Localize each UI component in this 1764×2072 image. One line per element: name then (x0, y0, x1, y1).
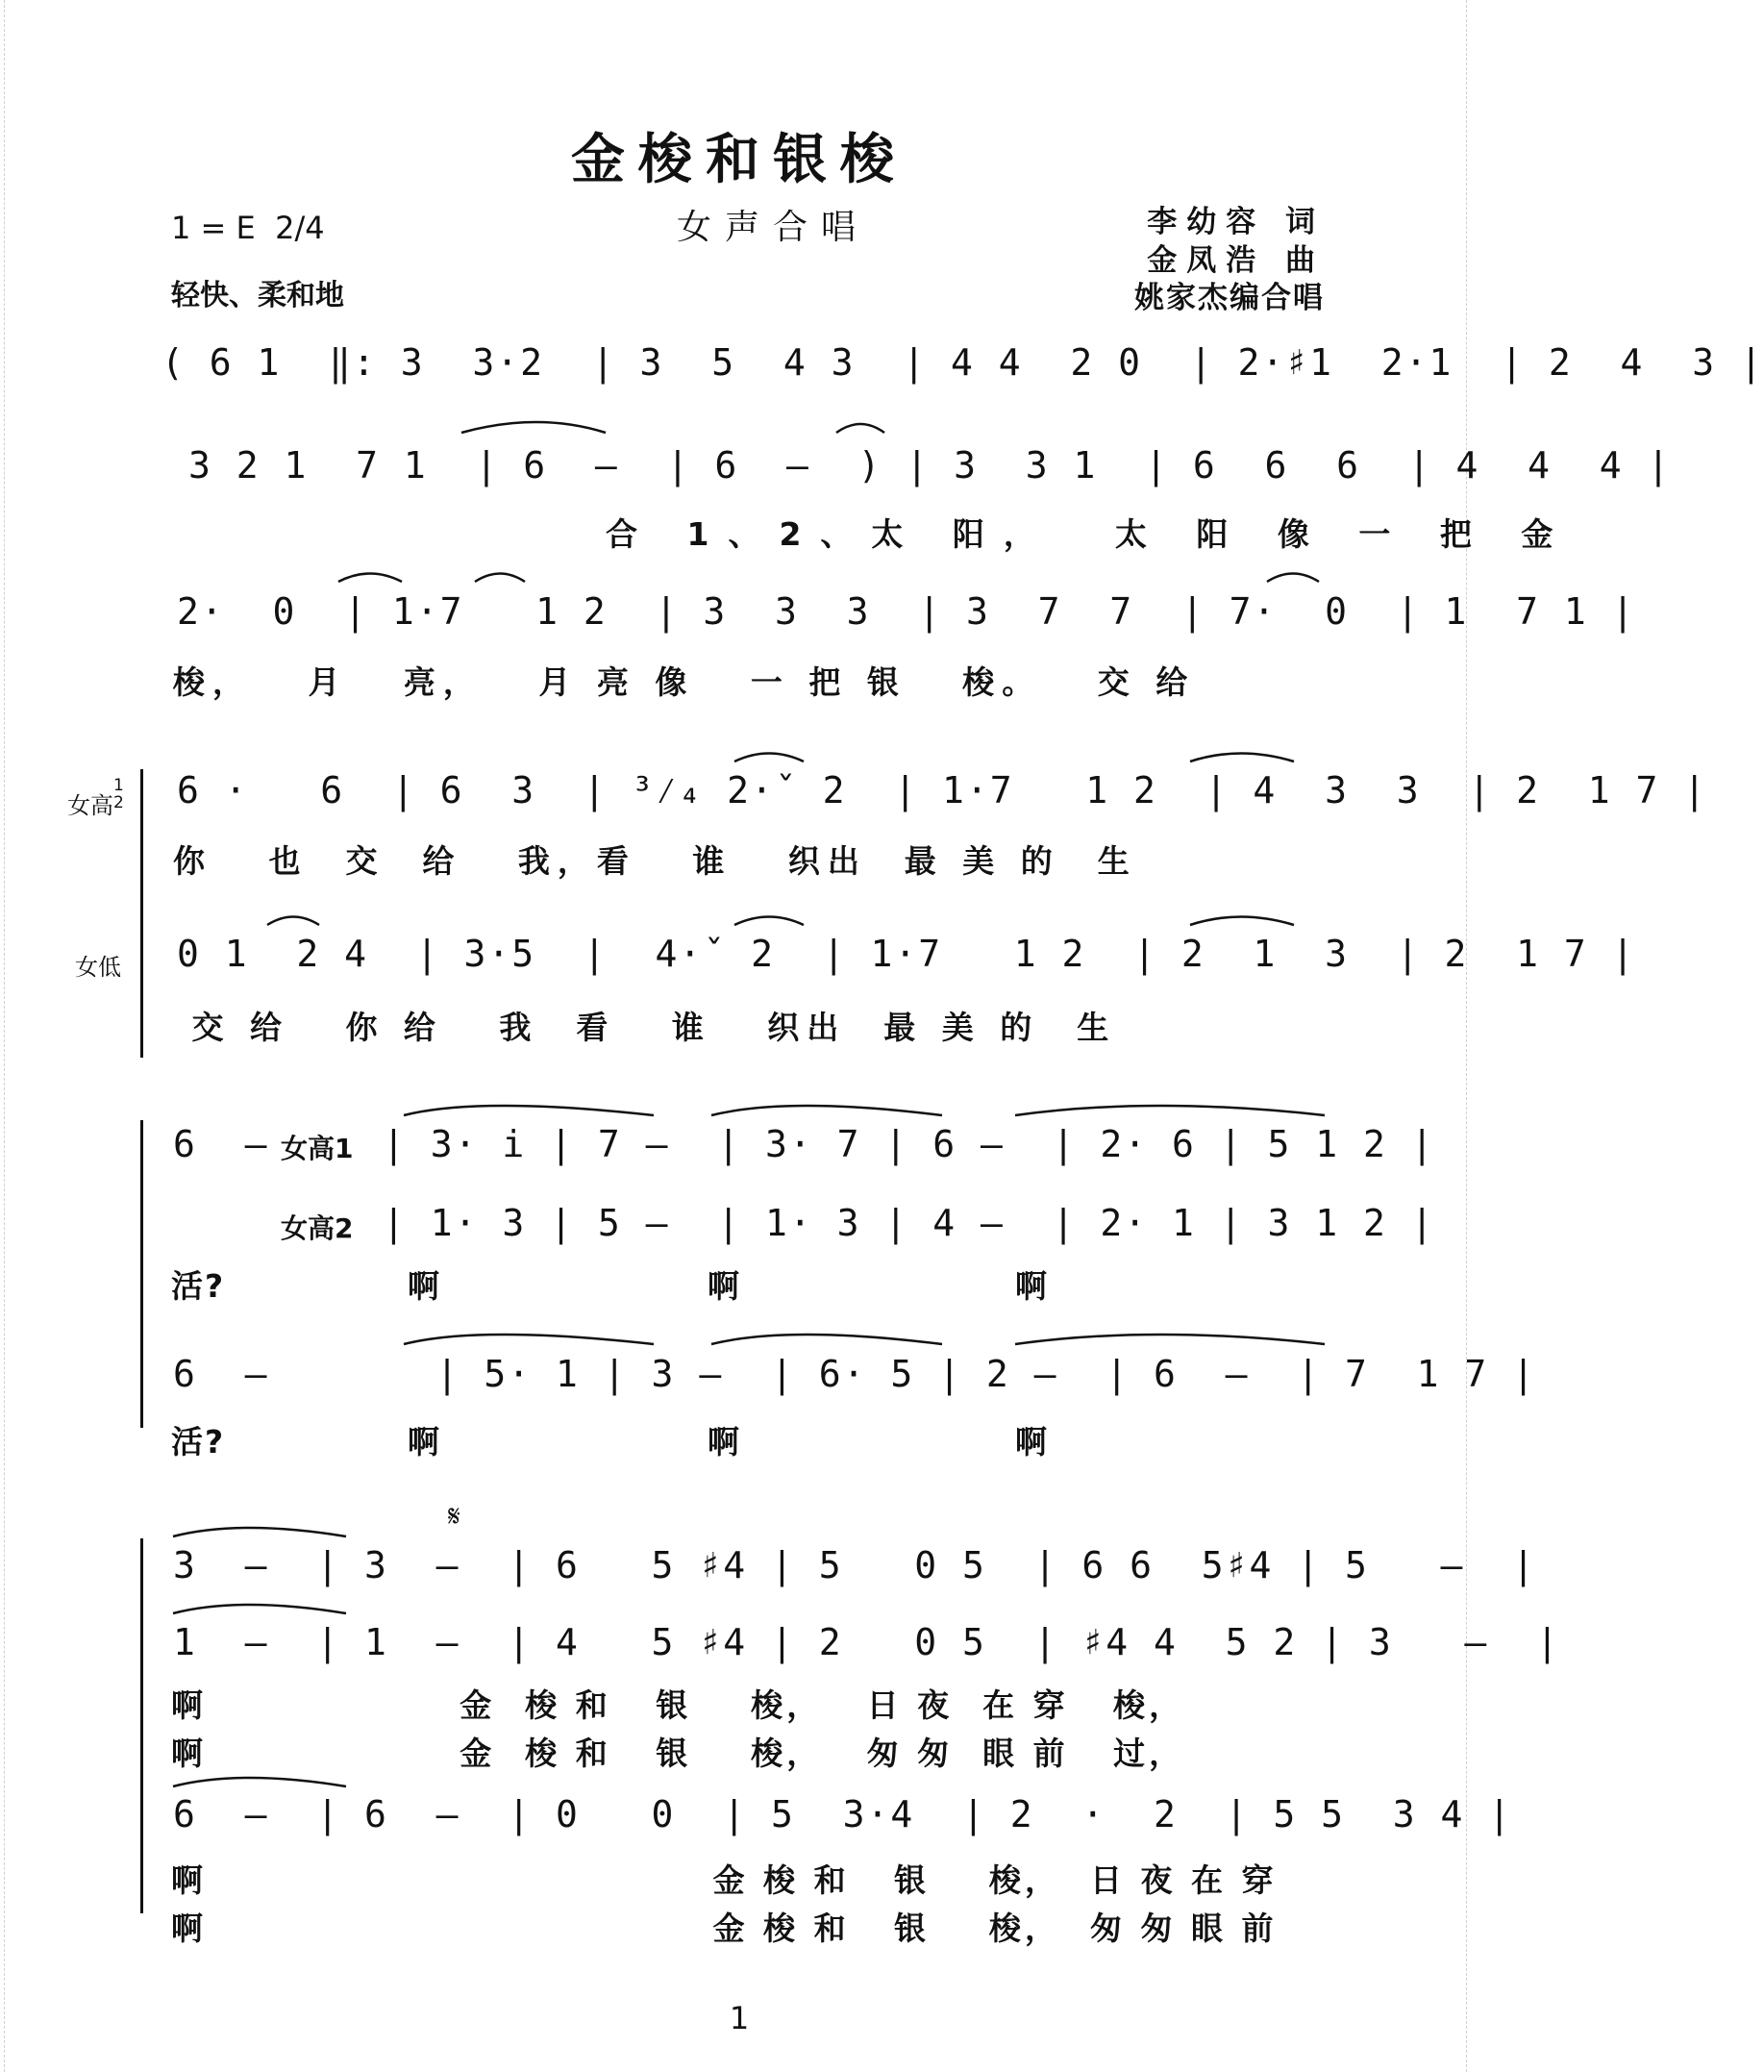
system5-soprano-lyric-a1: 啊 (408, 1267, 459, 1305)
lyricist-credit: 李幼容 词 (1147, 205, 1325, 239)
system3-notes: 2· 0 | 1·7 1 2 | 3 3 3 | 3 7 7 | 7· 0 | 1 7 1 | (177, 590, 1636, 633)
system6-alto-lyric2: 啊 金 梭 和 银 梭， 匆 匆 眼 前 (171, 1910, 1278, 1947)
voice-label-soprano2: 女高2 (281, 1212, 354, 1244)
system2-lyric: 合 1、2、太 阳， 太 阳 像 一 把 金 (606, 515, 1573, 553)
system4-soprano-lyric: 你 也 交 给 我，看 谁 织出 最 美 的 生 (173, 842, 1137, 880)
system4-alto-lyric: 交 给 你 给 我 看 谁 织出 最 美 的 生 (173, 1009, 1117, 1046)
system5-alto-lyric-lead: 活? (171, 1423, 226, 1460)
page-number: 1 (729, 2000, 750, 2036)
voice-label-alto: 女低 (75, 954, 121, 981)
system6-alto-lyric1: 啊 金 梭 和 银 梭， 日 夜 在 穿 (171, 1861, 1278, 1899)
system5-soprano2-notes: | 1· 3 | 5 – | 1· 3 | 4 – | 2· 1 | 3 1 2 | (383, 1202, 1435, 1244)
system5-soprano-lyric-a2: 啊 (708, 1267, 758, 1305)
system1-notes: ( 6 1 ‖: 3 3·2 | 3 5 4 3 | 4 4 2 0 | 2·♯1 2·1 | 2 4 3 | (161, 341, 1764, 384)
system6-soprano1-notes: 3 – | 3 – | 6 5 ♯4 | 5 0 5 | 6 6 5♯4 | 5 – | (173, 1544, 1537, 1586)
system2-notes: 3 2 1 7 1 | 6 – | 6 – ) | 3 3 1 | 6 6 6 | 4 4 4 | (188, 444, 1672, 487)
system5-alto-notes: 6 – | 5· 1 | 3 – | 6· 5 | 2 – | 6 – | 7 1 7 | (173, 1353, 1537, 1395)
song-title: 金梭和银梭 (571, 129, 907, 191)
system5-soprano1-notes: | 3· i | 7 – | 3· 7 | 6 – | 2· 6 | 5 1 2 | (383, 1123, 1435, 1165)
system5-alto-lyric-a2: 啊 (708, 1423, 758, 1460)
voice-label-soprano: 女高 (67, 792, 113, 819)
system6-soprano2-notes: 1 – | 1 – | 4 5 ♯4 | 2 0 5 | ♯4 4 5 2 | 3 – | (173, 1621, 1560, 1663)
system5-alto-lyric-a1: 啊 (408, 1423, 459, 1460)
system5-alto-lyric-a3: 啊 (1015, 1423, 1066, 1460)
tempo-marking: 轻快、柔和地 (171, 279, 344, 312)
system4-soprano-notes: 6 · 6 | 6 3 | ³⁄₄ 2·ˇ 2 | 1·7 1 2 | 4 3 3 | 2 1 7 | (177, 769, 1708, 811)
system6-soprano-lyric1: 啊 金 梭 和 银 梭， 日 夜 在 穿 梭， (171, 1686, 1185, 1724)
system5-soprano-lyric-lead: 活? (171, 1267, 226, 1305)
system4-alto-notes: 0 1 2 4 | 3·5 | 4·ˇ 2 | 1·7 1 2 | 2 1 3 | 2 1 7 | (177, 933, 1636, 975)
system5-soprano-lyric-a3: 啊 (1015, 1267, 1066, 1305)
segno-sign: 𝄋 (448, 1500, 460, 1534)
voice-label-soprano1: 女高1 (281, 1133, 354, 1164)
system6-soprano-lyric2: 啊 金 梭 和 银 梭， 匆 匆 眼 前 过， (171, 1735, 1185, 1772)
system3-lyric: 梭， 月 亮， 月 亮 像 一 把 银 梭。 交 给 (173, 663, 1196, 701)
key-time-signature: 1 = E 2/4 (171, 210, 325, 246)
system6-alto-notes: 6 – | 6 – | 0 0 | 5 3·4 | 2 · 2 | 5 5 3 4 | (173, 1793, 1513, 1835)
song-subtitle: 女声合唱 (676, 208, 869, 247)
system5-soprano-lead-notes: 6 – (173, 1123, 269, 1165)
voice-label-soprano-parts: 1 2 (113, 776, 124, 812)
composer-credit: 金凤浩 曲 (1147, 243, 1325, 278)
arranger-credit: 姚家杰编合唱 (1134, 281, 1325, 315)
